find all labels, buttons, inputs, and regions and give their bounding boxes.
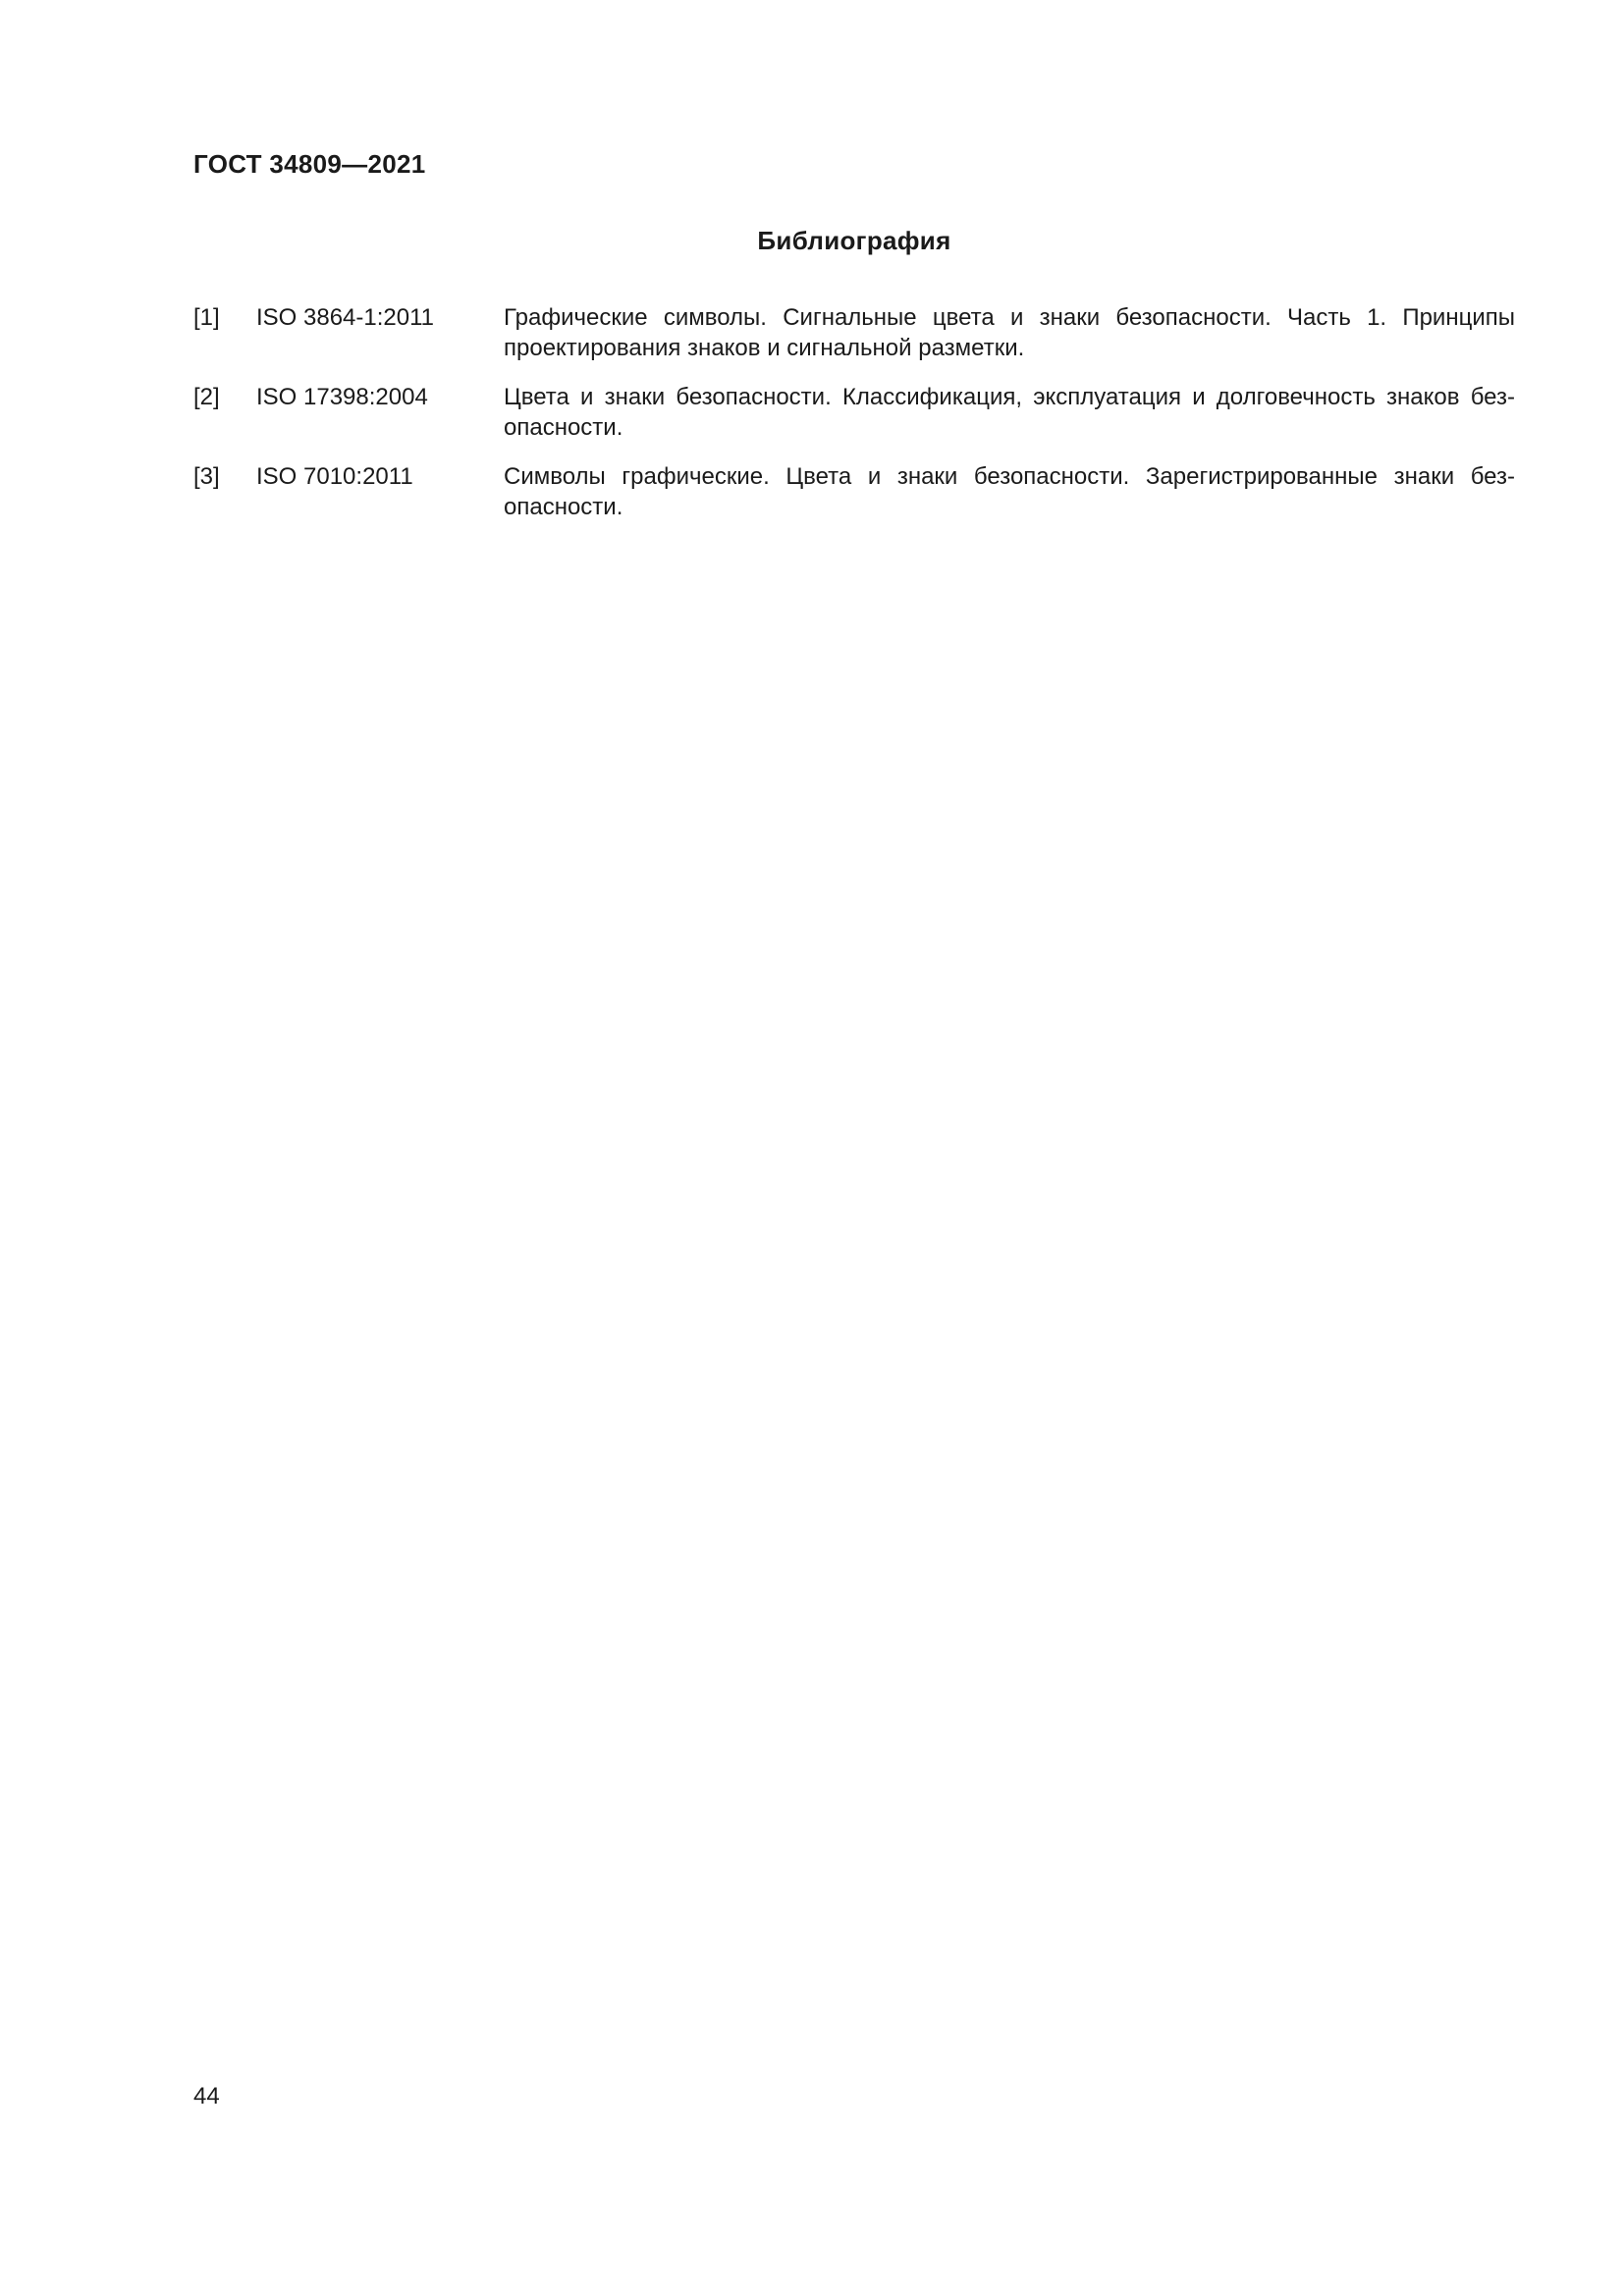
entry-standard: ISO 17398:2004 (256, 384, 428, 410)
section-title: Библиография (757, 226, 951, 255)
bibliography-entry (193, 461, 1515, 522)
document-code: ГОСТ 34809—2021 (193, 149, 426, 179)
bibliography-list (193, 302, 1515, 541)
entry-standard: ISO 3864-1:2011 (256, 304, 435, 331)
entry-title: Символы графические. Цвета и знаки безопасности. Зарегистрированные знаки безопасности. (504, 463, 1515, 520)
entry-number: [2] (193, 384, 220, 410)
entry-standard: ISO 7010:2011 (256, 463, 413, 490)
entry-title: Графические символы. Сигнальные цвета и знаки безопасности. Часть 1. Принципы проектирования знаков и сигнальной разметки. (504, 304, 1515, 361)
page-number: 44 (193, 2083, 220, 2109)
entry-number: [3] (193, 463, 220, 490)
entry-title: Цвета и знаки безопасности. Классификация, эксплуатация и долговечность знаков безопасности. (504, 384, 1515, 441)
entry-number: [1] (193, 304, 220, 331)
bibliography-entry (193, 302, 1515, 363)
bibliography-entry (193, 382, 1515, 443)
